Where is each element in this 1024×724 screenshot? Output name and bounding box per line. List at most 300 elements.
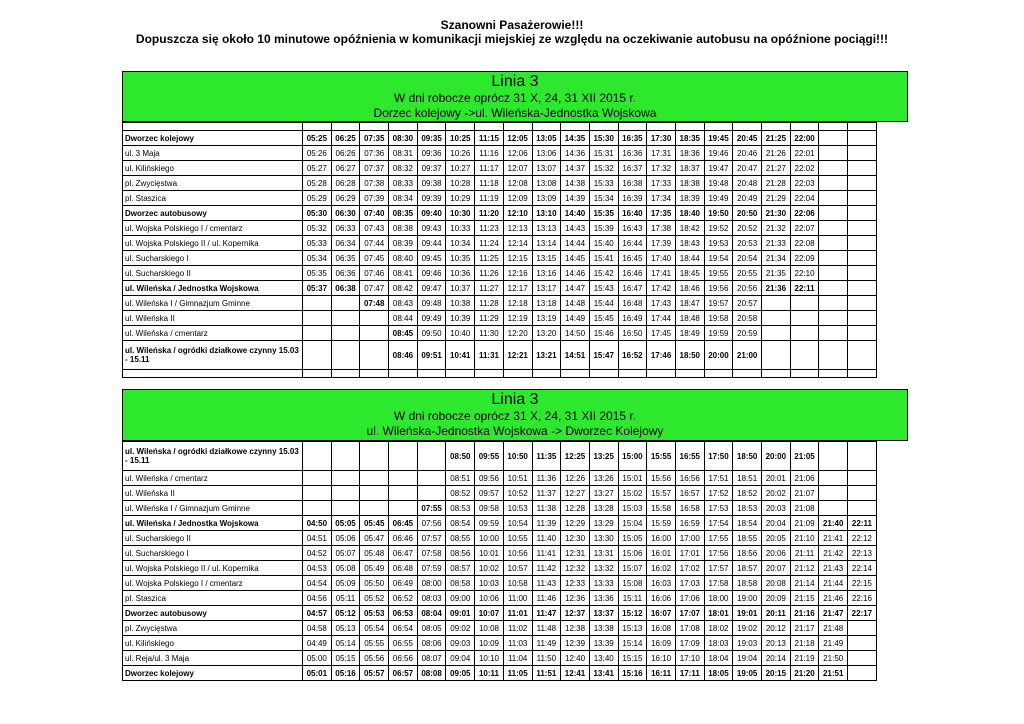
departure-time: 08:39 xyxy=(389,236,418,251)
departure-time: 18:42 xyxy=(675,221,704,236)
stop-name: ul. Sucharskiego II xyxy=(123,531,303,546)
line-validity: W dni robocze oprócz 31 X, 24, 31 XII 2015 r. xyxy=(393,409,637,423)
departure-time: 14:39 xyxy=(561,191,590,206)
empty-cell xyxy=(331,370,360,378)
empty-cell xyxy=(475,370,504,378)
departure-time: 21:28 xyxy=(762,176,791,191)
departure-time: 10:11 xyxy=(475,666,504,681)
departure-time: 19:55 xyxy=(704,266,733,281)
departure-time: 10:27 xyxy=(446,161,475,176)
empty-cell xyxy=(819,296,848,311)
departure-time: 11:40 xyxy=(532,531,561,546)
departure-time: 19:04 xyxy=(733,651,762,666)
departure-time: 21:17 xyxy=(790,621,819,636)
departure-time: 06:26 xyxy=(331,146,360,161)
departure-time: 12:26 xyxy=(561,471,590,486)
stop-row xyxy=(123,666,877,681)
departure-time: 11:20 xyxy=(475,206,504,221)
departure-time: 18:38 xyxy=(675,176,704,191)
empty-cell xyxy=(848,486,877,501)
departure-time: 17:43 xyxy=(647,296,676,311)
departure-time: 16:52 xyxy=(618,341,647,370)
departure-time: 08:34 xyxy=(389,191,418,206)
departure-time: 20:55 xyxy=(733,266,762,281)
departure-time: 13:27 xyxy=(589,486,618,501)
departure-time: 22:11 xyxy=(848,516,877,531)
departure-time: 19:03 xyxy=(733,636,762,651)
departure-time: 18:55 xyxy=(733,531,762,546)
departure-time: 10:39 xyxy=(446,311,475,326)
departure-time: 12:36 xyxy=(561,591,590,606)
departure-time: 09:51 xyxy=(417,341,446,370)
departure-time: 17:42 xyxy=(647,281,676,296)
departure-time: 05:00 xyxy=(303,651,332,666)
stop-row xyxy=(123,516,877,531)
departure-time: 18:54 xyxy=(733,516,762,531)
departure-time: 19:49 xyxy=(704,191,733,206)
departure-time: 16:09 xyxy=(647,636,676,651)
departure-time: 15:39 xyxy=(589,221,618,236)
departure-time: 16:02 xyxy=(647,561,676,576)
empty-cell xyxy=(819,146,848,161)
departure-time: 11:26 xyxy=(475,266,504,281)
departure-time: 12:20 xyxy=(503,326,532,341)
departure-time: 06:54 xyxy=(389,621,418,636)
departure-time: 13:14 xyxy=(532,236,561,251)
stop-name: pl. Zwycięstwa xyxy=(123,176,303,191)
departure-time: 14:35 xyxy=(561,131,590,146)
departure-time: 16:07 xyxy=(647,606,676,621)
stop-row xyxy=(123,146,877,161)
departure-time: 11:19 xyxy=(475,191,504,206)
empty-cell xyxy=(704,123,733,131)
departure-time: 22:08 xyxy=(790,236,819,251)
empty-cell xyxy=(848,131,877,146)
timetable-outbound xyxy=(122,122,877,378)
empty-cell xyxy=(360,471,389,486)
departure-time: 19:46 xyxy=(704,146,733,161)
departure-time: 17:56 xyxy=(704,546,733,561)
departure-time: 11:36 xyxy=(532,471,561,486)
departure-time: 10:54 xyxy=(503,516,532,531)
departure-time: 09:49 xyxy=(417,311,446,326)
departure-time: 05:25 xyxy=(303,131,332,146)
departure-time: 07:40 xyxy=(360,206,389,221)
departure-time: 20:48 xyxy=(733,176,762,191)
departure-time: 11:30 xyxy=(475,326,504,341)
departure-time: 08:30 xyxy=(389,131,418,146)
departure-time: 11:27 xyxy=(475,281,504,296)
departure-time: 10:08 xyxy=(475,621,504,636)
departure-time: 14:37 xyxy=(561,161,590,176)
departure-time: 21:49 xyxy=(819,636,848,651)
departure-time: 21:34 xyxy=(762,251,791,266)
departure-time: 09:02 xyxy=(446,621,475,636)
empty-cell xyxy=(331,311,360,326)
departure-time: 15:00 xyxy=(618,442,647,471)
stop-row xyxy=(123,486,877,501)
departure-time: 16:39 xyxy=(618,191,647,206)
departure-time: 07:45 xyxy=(360,251,389,266)
departure-time: 05:34 xyxy=(303,251,332,266)
departure-time: 18:37 xyxy=(675,161,704,176)
departure-time: 05:06 xyxy=(331,531,360,546)
empty-cell xyxy=(446,370,475,378)
departure-time: 12:39 xyxy=(561,636,590,651)
departure-time: 20:54 xyxy=(733,251,762,266)
departure-time: 10:28 xyxy=(446,176,475,191)
line-direction: ul. Wileńska-Jednostka Wojskowa -> Dworzec Kolejowy xyxy=(366,424,664,438)
departure-time: 12:16 xyxy=(503,266,532,281)
stop-row xyxy=(123,341,877,370)
departure-time: 15:58 xyxy=(647,501,676,516)
departure-time: 17:08 xyxy=(675,621,704,636)
departure-time: 15:04 xyxy=(618,516,647,531)
departure-time: 05:45 xyxy=(360,516,389,531)
stop-name: ul. Kilińskiego xyxy=(123,636,303,651)
departure-time: 14:47 xyxy=(561,281,590,296)
departure-time: 19:01 xyxy=(733,606,762,621)
departure-time: 06:48 xyxy=(389,561,418,576)
departure-time: 21:32 xyxy=(762,221,791,236)
departure-time: 05:55 xyxy=(360,636,389,651)
stop-name: ul. Reja/ul. 3 Maja xyxy=(123,651,303,666)
departure-time: 12:41 xyxy=(561,666,590,681)
stop-row xyxy=(123,191,877,206)
departure-time: 08:32 xyxy=(389,161,418,176)
departure-time: 08:43 xyxy=(389,296,418,311)
stop-name: ul. Wileńska / Jednostka Wojskowa xyxy=(123,516,303,531)
departure-time: 05:13 xyxy=(331,621,360,636)
stop-name: ul. Wileńska I / Gimnazjum Gminne xyxy=(123,501,303,516)
departure-time: 16:47 xyxy=(618,281,647,296)
departure-time: 05:50 xyxy=(360,576,389,591)
departure-time: 21:11 xyxy=(790,546,819,561)
departure-time: 10:40 xyxy=(446,326,475,341)
departure-time: 18:02 xyxy=(704,621,733,636)
departure-time: 19:47 xyxy=(704,161,733,176)
empty-cell xyxy=(819,131,848,146)
empty-cell xyxy=(446,123,475,131)
empty-cell xyxy=(389,442,418,471)
departure-time: 19:57 xyxy=(704,296,733,311)
departure-time: 16:03 xyxy=(647,576,676,591)
departure-time: 17:11 xyxy=(675,666,704,681)
departure-time: 11:38 xyxy=(532,501,561,516)
departure-time: 18:53 xyxy=(733,501,762,516)
departure-time: 20:12 xyxy=(762,621,791,636)
departure-time: 10:38 xyxy=(446,296,475,311)
departure-time: 04:53 xyxy=(303,561,332,576)
departure-time: 07:48 xyxy=(360,296,389,311)
departure-time: 16:57 xyxy=(675,486,704,501)
departure-time: 17:34 xyxy=(647,191,676,206)
notice-greeting: Szanowni Pasażerowie!!! xyxy=(440,18,584,32)
empty-cell xyxy=(819,266,848,281)
departure-time: 20:15 xyxy=(762,666,791,681)
departure-time: 13:10 xyxy=(532,206,561,221)
departure-time: 13:05 xyxy=(532,131,561,146)
departure-time: 14:45 xyxy=(561,251,590,266)
departure-time: 11:29 xyxy=(475,311,504,326)
departure-time: 15:34 xyxy=(589,191,618,206)
departure-time: 15:05 xyxy=(618,531,647,546)
empty-cell xyxy=(819,370,848,378)
departure-time: 06:56 xyxy=(389,651,418,666)
departure-time: 15:31 xyxy=(589,146,618,161)
empty-cell xyxy=(848,326,877,341)
empty-cell xyxy=(123,123,303,131)
departure-time: 08:58 xyxy=(446,576,475,591)
departure-time: 08:42 xyxy=(389,281,418,296)
departure-time: 21:09 xyxy=(790,516,819,531)
departure-time: 17:54 xyxy=(704,516,733,531)
departure-time: 18:35 xyxy=(675,131,704,146)
departure-time: 22:02 xyxy=(790,161,819,176)
departure-time: 20:00 xyxy=(762,442,791,471)
empty-cell xyxy=(303,370,332,378)
departure-time: 05:48 xyxy=(360,546,389,561)
empty-cell xyxy=(675,123,704,131)
stop-name: ul. Wileńska / ogródki działkowe czynny 15.03 - 15.11 xyxy=(123,442,303,471)
departure-time: 22:06 xyxy=(790,206,819,221)
empty-cell xyxy=(123,370,303,378)
departure-time: 20:00 xyxy=(704,341,733,370)
departure-time: 05:29 xyxy=(303,191,332,206)
empty-cell xyxy=(819,442,848,471)
stop-row xyxy=(123,606,877,621)
departure-time: 09:57 xyxy=(475,486,504,501)
departure-time: 20:03 xyxy=(762,501,791,516)
stop-name: pl. Staszica xyxy=(123,191,303,206)
departure-time: 17:51 xyxy=(704,471,733,486)
empty-cell xyxy=(848,471,877,486)
departure-time: 04:49 xyxy=(303,636,332,651)
departure-time: 17:02 xyxy=(675,561,704,576)
departure-time: 20:02 xyxy=(762,486,791,501)
departure-time: 11:39 xyxy=(532,516,561,531)
departure-time: 21:43 xyxy=(819,561,848,576)
empty-cell xyxy=(848,221,877,236)
departure-time: 11:02 xyxy=(503,621,532,636)
departure-time: 05:15 xyxy=(331,651,360,666)
departure-time: 15:07 xyxy=(618,561,647,576)
departure-time: 06:30 xyxy=(331,206,360,221)
empty-cell xyxy=(303,486,332,501)
stop-name: ul. Wileńska / Jednostka Wojskowa xyxy=(123,281,303,296)
empty-cell xyxy=(360,123,389,131)
departure-time: 08:41 xyxy=(389,266,418,281)
departure-time: 20:07 xyxy=(762,561,791,576)
departure-time: 21:40 xyxy=(819,516,848,531)
departure-time: 13:36 xyxy=(589,591,618,606)
departure-time: 22:07 xyxy=(790,221,819,236)
spacer-row xyxy=(123,123,877,131)
departure-time: 12:40 xyxy=(561,651,590,666)
departure-time: 17:44 xyxy=(647,311,676,326)
stop-row xyxy=(123,161,877,176)
empty-cell xyxy=(762,123,791,131)
empty-cell xyxy=(819,341,848,370)
empty-cell xyxy=(532,123,561,131)
departure-time: 16:56 xyxy=(675,471,704,486)
departure-time: 08:56 xyxy=(446,546,475,561)
departure-time: 16:45 xyxy=(618,251,647,266)
departure-time: 21:29 xyxy=(762,191,791,206)
passenger-notice xyxy=(0,18,1024,46)
departure-time: 12:30 xyxy=(561,531,590,546)
stop-name: pl. Zwycięstwa xyxy=(123,621,303,636)
departure-time: 16:01 xyxy=(647,546,676,561)
departure-time: 16:36 xyxy=(618,146,647,161)
empty-cell xyxy=(589,370,618,378)
stop-name: ul. Wojska Polskiego II / ul. Kopernika xyxy=(123,561,303,576)
departure-time: 15:08 xyxy=(618,576,647,591)
line-title: Linia 3 xyxy=(491,73,539,90)
departure-time: 20:08 xyxy=(762,576,791,591)
empty-cell xyxy=(360,442,389,471)
empty-cell xyxy=(360,326,389,341)
departure-time: 10:36 xyxy=(446,266,475,281)
departure-time: 20:59 xyxy=(733,326,762,341)
spacer-row xyxy=(123,370,877,378)
departure-time: 06:25 xyxy=(331,131,360,146)
stop-row xyxy=(123,281,877,296)
departure-time: 13:16 xyxy=(532,266,561,281)
departure-time: 21:00 xyxy=(733,341,762,370)
departure-time: 08:54 xyxy=(446,516,475,531)
departure-time: 10:33 xyxy=(446,221,475,236)
departure-time: 12:31 xyxy=(561,546,590,561)
departure-time: 12:13 xyxy=(503,221,532,236)
departure-time: 12:06 xyxy=(503,146,532,161)
empty-cell xyxy=(303,442,332,471)
empty-cell xyxy=(848,666,877,681)
empty-cell xyxy=(848,266,877,281)
departure-time: 22:01 xyxy=(790,146,819,161)
departure-time: 09:56 xyxy=(475,471,504,486)
departure-time: 09:36 xyxy=(417,146,446,161)
timetable-return xyxy=(122,441,877,681)
departure-time: 10:26 xyxy=(446,146,475,161)
departure-time: 20:01 xyxy=(762,471,791,486)
departure-time: 08:44 xyxy=(389,311,418,326)
departure-time: 18:50 xyxy=(733,442,762,471)
empty-cell xyxy=(848,123,877,131)
departure-time: 21:26 xyxy=(762,146,791,161)
empty-cell xyxy=(848,621,877,636)
departure-time: 17:33 xyxy=(647,176,676,191)
departure-time: 10:01 xyxy=(475,546,504,561)
departure-time: 05:49 xyxy=(360,561,389,576)
departure-time: 22:10 xyxy=(790,266,819,281)
departure-time: 21:50 xyxy=(819,651,848,666)
departure-time: 07:37 xyxy=(360,161,389,176)
departure-time: 19:56 xyxy=(704,281,733,296)
departure-time: 18:56 xyxy=(733,546,762,561)
departure-time: 17:46 xyxy=(647,341,676,370)
departure-time: 18:44 xyxy=(675,251,704,266)
departure-time: 05:47 xyxy=(360,531,389,546)
departure-time: 21:41 xyxy=(819,531,848,546)
stop-row xyxy=(123,442,877,471)
departure-time: 15:42 xyxy=(589,266,618,281)
departure-time: 09:43 xyxy=(417,221,446,236)
empty-cell xyxy=(360,311,389,326)
departure-time: 13:41 xyxy=(589,666,618,681)
departure-time: 09:37 xyxy=(417,161,446,176)
departure-time: 10:35 xyxy=(446,251,475,266)
departure-time: 20:05 xyxy=(762,531,791,546)
departure-time: 11:23 xyxy=(475,221,504,236)
empty-cell xyxy=(360,341,389,370)
departure-time: 04:58 xyxy=(303,621,332,636)
stop-row xyxy=(123,236,877,251)
stop-row xyxy=(123,311,877,326)
departure-time: 16:58 xyxy=(675,501,704,516)
empty-cell xyxy=(848,636,877,651)
departure-time: 16:48 xyxy=(618,296,647,311)
departure-time: 21:15 xyxy=(790,591,819,606)
departure-time: 05:32 xyxy=(303,221,332,236)
departure-time: 09:03 xyxy=(446,636,475,651)
departure-time: 21:10 xyxy=(790,531,819,546)
departure-time: 13:13 xyxy=(532,221,561,236)
departure-time: 08:00 xyxy=(417,576,446,591)
departure-time: 21:48 xyxy=(819,621,848,636)
stop-name: ul. Wileńska II xyxy=(123,311,303,326)
departure-time: 18:48 xyxy=(675,311,704,326)
departure-time: 11:28 xyxy=(475,296,504,311)
departure-time: 11:48 xyxy=(532,621,561,636)
stop-row xyxy=(123,221,877,236)
departure-time: 14:40 xyxy=(561,206,590,221)
empty-cell xyxy=(475,123,504,131)
departure-time: 15:45 xyxy=(589,311,618,326)
departure-time: 18:45 xyxy=(675,266,704,281)
empty-cell xyxy=(561,370,590,378)
departure-time: 20:53 xyxy=(733,236,762,251)
departure-time: 20:45 xyxy=(733,131,762,146)
departure-time: 17:31 xyxy=(647,146,676,161)
departure-time: 18:36 xyxy=(675,146,704,161)
empty-cell xyxy=(819,501,848,516)
stop-row xyxy=(123,546,877,561)
departure-time: 06:45 xyxy=(389,516,418,531)
departure-time: 19:00 xyxy=(733,591,762,606)
departure-time: 12:37 xyxy=(561,606,590,621)
departure-time: 08:04 xyxy=(417,606,446,621)
stop-name: ul. Sucharskiego II xyxy=(123,266,303,281)
departure-time: 08:46 xyxy=(389,341,418,370)
departure-time: 21:19 xyxy=(790,651,819,666)
departure-time: 20:14 xyxy=(762,651,791,666)
departure-time: 18:46 xyxy=(675,281,704,296)
departure-time: 06:36 xyxy=(331,266,360,281)
departure-time: 07:55 xyxy=(417,501,446,516)
departure-time: 11:03 xyxy=(503,636,532,651)
empty-cell xyxy=(790,123,819,131)
empty-cell xyxy=(848,442,877,471)
empty-cell xyxy=(417,123,446,131)
stop-row xyxy=(123,471,877,486)
departure-time: 15:30 xyxy=(589,131,618,146)
departure-time: 11:01 xyxy=(503,606,532,621)
departure-time: 10:03 xyxy=(475,576,504,591)
departure-time: 09:35 xyxy=(417,131,446,146)
departure-time: 11:43 xyxy=(532,576,561,591)
departure-time: 17:58 xyxy=(704,576,733,591)
